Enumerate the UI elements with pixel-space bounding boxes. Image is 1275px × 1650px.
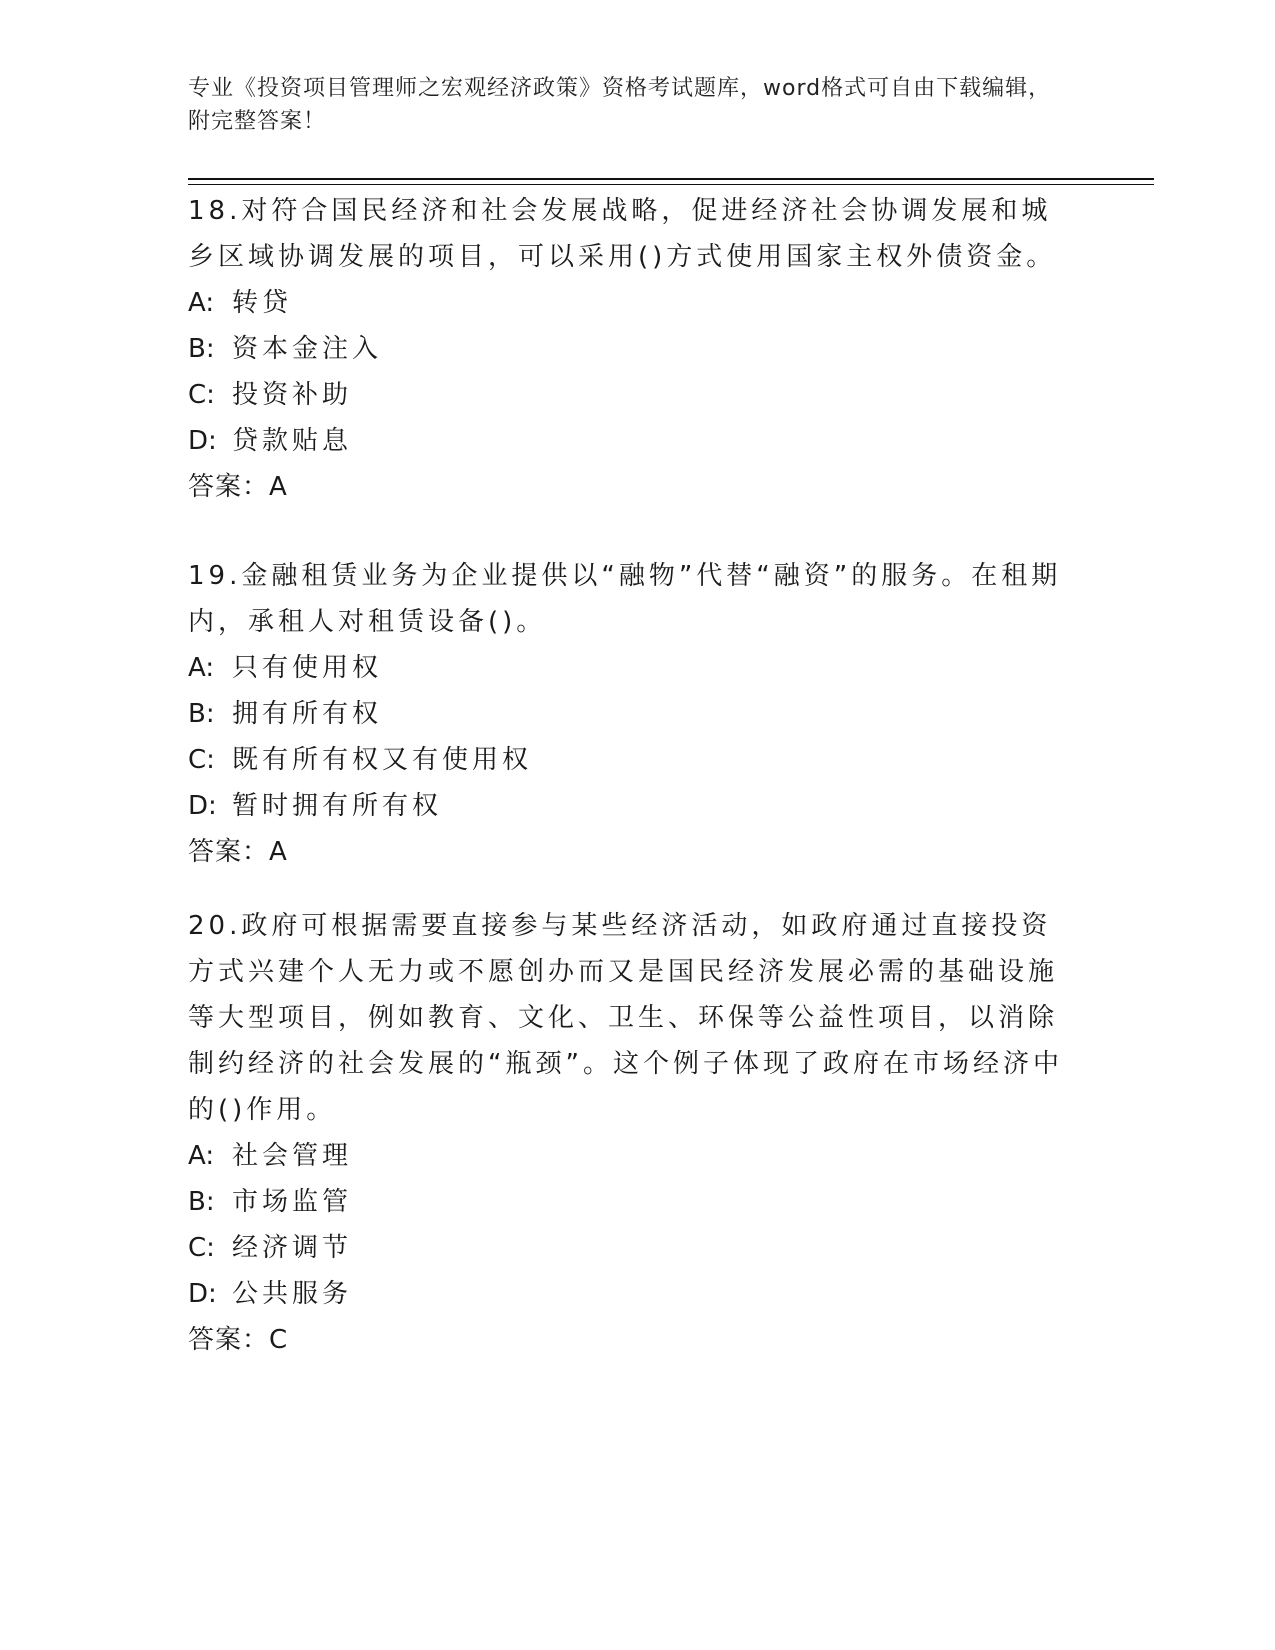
option-text: 资本金注入 bbox=[232, 334, 383, 364]
answer-value: A bbox=[269, 472, 287, 502]
option-letter: C: bbox=[188, 1233, 215, 1263]
option-letter: A: bbox=[188, 288, 215, 318]
option-text: 只有使用权 bbox=[232, 653, 383, 683]
header-divider-thick bbox=[188, 178, 1154, 180]
question-stem: 20.政府可根据需要直接参与某些经济活动，如政府通过直接投资方式兴建个人无力或不愿创办而又是国民经济发展必需的基础设施等大型项目，例如教育、文化、卫生、环保等公益性项目，以消除制约经济的社会发展的“瓶颈”。这个例子体现了政府在市场经济中的()作用。 bbox=[188, 911, 1063, 1125]
document-header: 专业《投资项目管理师之宏观经济政策》资格考试题库，word格式可自由下载编辑，附完整答案！ bbox=[188, 76, 1052, 134]
option-b bbox=[188, 326, 1068, 372]
option-letter: C: bbox=[188, 745, 215, 775]
option-text: 转贷 bbox=[232, 288, 293, 318]
question-18 bbox=[188, 188, 1068, 510]
option-text: 拥有所有权 bbox=[232, 699, 383, 729]
option-letter: D: bbox=[188, 1279, 217, 1309]
option-text: 既有所有权又有使用权 bbox=[232, 745, 533, 775]
option-text: 市场监管 bbox=[232, 1187, 353, 1217]
option-letter: D: bbox=[188, 426, 217, 456]
option-b bbox=[188, 691, 1068, 737]
option-letter: D: bbox=[188, 791, 217, 821]
option-a bbox=[188, 280, 1068, 326]
header-divider-thin bbox=[188, 184, 1154, 185]
option-c bbox=[188, 737, 1068, 783]
option-text: 经济调节 bbox=[232, 1233, 353, 1263]
question-20 bbox=[188, 903, 1068, 1363]
option-text: 贷款贴息 bbox=[232, 426, 353, 456]
option-c bbox=[188, 1225, 1068, 1271]
question-19 bbox=[188, 553, 1068, 875]
option-letter: B: bbox=[188, 699, 215, 729]
answer-line bbox=[188, 829, 1068, 875]
answer-value: A bbox=[269, 837, 287, 867]
answer-label: 答案： bbox=[188, 472, 270, 502]
question-stem: 18.对符合国民经济和社会发展战略，促进经济社会协调发展和城乡区域协调发展的项目，可以采用()方式使用国家主权外债资金。 bbox=[188, 196, 1057, 272]
answer-label: 答案： bbox=[188, 1325, 270, 1355]
option-letter: B: bbox=[188, 1187, 215, 1217]
option-text: 投资补助 bbox=[232, 380, 353, 410]
question-stem: 19.金融租赁业务为企业提供以“融物”代替“融资”的服务。在租期内，承租人对租赁设备()。 bbox=[188, 561, 1062, 637]
option-a bbox=[188, 645, 1068, 691]
answer-line bbox=[188, 464, 1068, 510]
option-d bbox=[188, 783, 1068, 829]
option-d bbox=[188, 1271, 1068, 1317]
option-letter: A: bbox=[188, 1141, 215, 1171]
option-c bbox=[188, 372, 1068, 418]
option-letter: A: bbox=[188, 653, 215, 683]
option-text: 公共服务 bbox=[232, 1279, 353, 1309]
option-a bbox=[188, 1133, 1068, 1179]
answer-line bbox=[188, 1317, 1068, 1363]
option-letter: C: bbox=[188, 380, 215, 410]
option-text: 社会管理 bbox=[232, 1141, 353, 1171]
option-d bbox=[188, 418, 1068, 464]
option-letter: B: bbox=[188, 334, 215, 364]
option-b bbox=[188, 1179, 1068, 1225]
answer-value: C bbox=[269, 1325, 288, 1355]
option-text: 暂时拥有所有权 bbox=[232, 791, 443, 821]
answer-label: 答案： bbox=[188, 837, 270, 867]
